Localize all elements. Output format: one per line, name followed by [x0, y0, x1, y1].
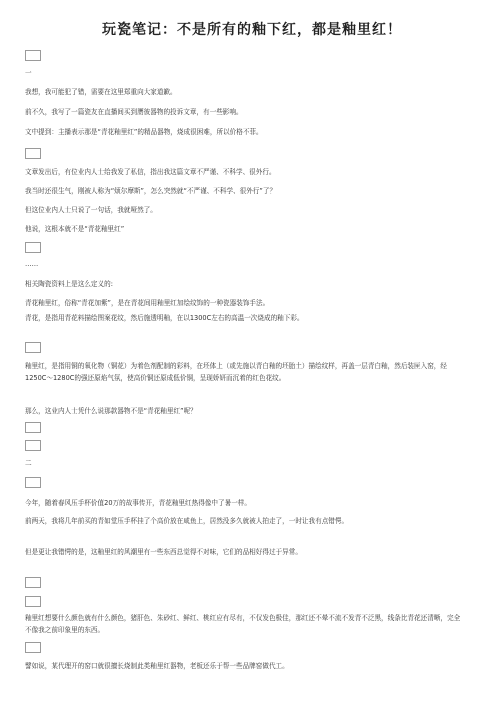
- image-placeholder-icon: [25, 642, 41, 653]
- paragraph: 文中提到：主播表示那是“青花釉里红”的精品器物，烧成很困难，所以价格不菲。: [25, 128, 263, 136]
- image-placeholder-icon: [25, 242, 41, 253]
- paragraph: 我想，我可能犯了错，需要在这里郑重向大家道歉。: [25, 88, 177, 96]
- image-placeholder-icon: [25, 577, 41, 588]
- paragraph: 前两天，我将几年前买的青如堂压手杯挂了个高价放在咸鱼上，居然没多久就被人拍走了，一时让我有点错愕。: [25, 517, 349, 525]
- paragraph: 釉里红想要什么颜色就有什么颜色，猪肝色、朱砂红、鲜红、桃红应有尽有，不仅发色极佳，那红还不晕不流不发青不泛黑，线条比青花还清晰，完全不像我之前印象里的东西。: [25, 614, 461, 634]
- paragraph: 釉里红，是指用铜的氧化物（铜花）为着色剂配制的彩料，在坯体上（或先施以青白釉的坯胎土）描绘纹样，再盖一层青白釉，然后装匣入窑，经1250C～1280C的强还原焰气氛，使高价铜还原成低价铜，呈现娇妍而沉着的红色花纹。: [25, 362, 447, 382]
- ellipsis: ……: [25, 260, 39, 268]
- paragraph: 我当时还很生气，刚被人称为“烦尔摩斯”，怎么突然就“不严谨、不科学、很外行”了？: [25, 187, 277, 195]
- section-number: 一: [25, 69, 32, 77]
- paragraph: 譬如说，某代理开的窑口就很擅长烧制此类釉里红器物，老板还乐于帮一些品牌窑做代工。: [25, 662, 289, 670]
- paragraph: 文章发出后，有位业内人士给我发了私信，指出我这篇文章不严谨、不科学、很外行。: [25, 168, 276, 176]
- image-placeholder-icon: [25, 342, 41, 353]
- paragraph: 但是更让我错愕的是，这釉里红的风潮里有一些东西总觉得不对味，它们的品相好得过于异常。: [25, 548, 302, 556]
- paragraph: 前不久，我写了一篇瓷友在直播间买到赝彼器物的投诉文章，有一些影响。: [25, 108, 243, 116]
- paragraph: 今年，随着春风压手杯价值20万的故事传开，青花釉里红热得像中了暑一样。: [25, 499, 251, 507]
- section-number: 二: [25, 459, 32, 467]
- image-placeholder-icon: [25, 50, 41, 61]
- image-placeholder-icon: [25, 422, 41, 433]
- image-placeholder-icon: [25, 477, 41, 488]
- image-placeholder-icon: [25, 148, 41, 159]
- paragraph: 相关陶瓷资料上是这么定义的:: [25, 280, 113, 288]
- paragraph: 他说，这根本就不是“青花釉里红”: [25, 225, 125, 233]
- image-placeholder-icon: [25, 440, 41, 451]
- paragraph: 青花，是指用青花料描绘图案花纹，然后施透明釉，在以1300C左右的高温一次烧成的釉下彩。: [25, 314, 304, 322]
- paragraph: 那么，这业内人士凭什么说那款器物不是“青花釉里红”呢？: [25, 407, 197, 415]
- paragraph: 但这位业内人士只说了一句话，我就哑然了。: [25, 206, 157, 214]
- paragraph: 青花釉里红，俗称“青花加紫”，是在青花间用釉里红加绘纹饰的一种瓷器装饰手法。: [25, 299, 270, 307]
- article-title: 玩瓷笔记：不是所有的釉下红，都是釉里红！: [102, 22, 402, 38]
- image-placeholder-icon: [25, 596, 41, 607]
